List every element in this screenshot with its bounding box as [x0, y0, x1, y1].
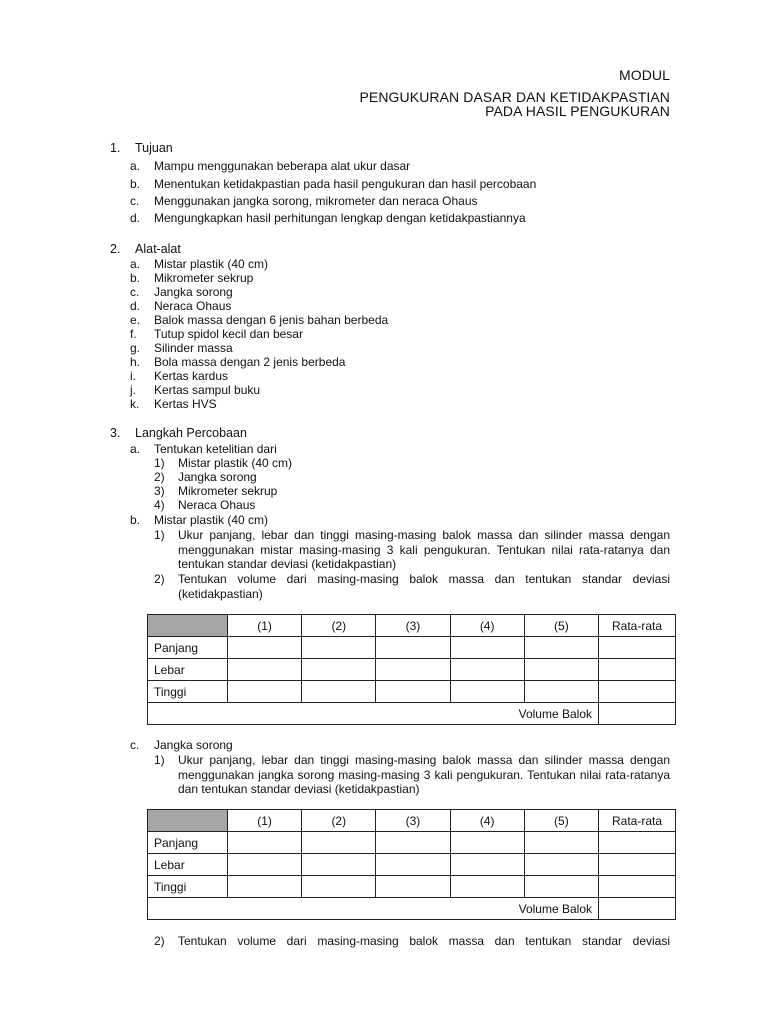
- page-title-line-1: PENGUKURAN DASAR DAN KETIDAKPASTIAN: [359, 89, 670, 105]
- list-marker: k.: [130, 397, 140, 411]
- step-text: Ukur panjang, lebar dan tinggi masing-masing balok massa dan silinder massa dengan menggunakan jangka sorong masing-masing 3 kali pengukuran. Tentukan nilai rata-ratanya dan tentukan standar deviasi (ketidakpastian): [178, 753, 670, 796]
- list-text: Balok massa dengan 6 jenis bahan berbeda: [154, 313, 389, 327]
- table-cell: [599, 854, 676, 876]
- list-marker: f.: [130, 327, 137, 341]
- page-title-line-2: PADA HASIL PENGUKURAN: [485, 103, 670, 119]
- section-number: 2.: [110, 242, 121, 256]
- list-marker: 1): [154, 528, 165, 542]
- table-row: [148, 854, 676, 876]
- step-text: Ukur panjang, lebar dan tinggi masing-masing balok massa dan silinder massa dengan menggunakan mistar masing-masing 3 kali pengukuran. Tentukan nilai rata-ratanya dan tentukan standar deviasi (ketidakpastian): [178, 528, 670, 571]
- list-marker: i.: [130, 369, 136, 383]
- list-text: Mistar plastik (40 cm): [154, 257, 269, 271]
- column-header: (5): [524, 615, 598, 637]
- table-cell: [524, 854, 598, 876]
- list-text: Tentukan ketelitian dari: [154, 442, 277, 456]
- table-cell: [524, 832, 598, 854]
- list-text: Kertas sampul buku: [154, 383, 261, 397]
- table-cell: [302, 876, 376, 898]
- list-text: Mistar plastik (40 cm): [178, 456, 293, 470]
- section-title: Tujuan: [135, 141, 173, 155]
- table-row: [148, 832, 676, 854]
- list-text: Tutup spidol kecil dan besar: [154, 327, 303, 341]
- table-cell: [228, 681, 302, 703]
- table-cell: [524, 659, 598, 681]
- table-cell: [302, 854, 376, 876]
- table-cell: [228, 637, 302, 659]
- table-cell: [376, 854, 450, 876]
- column-header: Rata-rata: [599, 615, 676, 637]
- table-cell: [302, 637, 376, 659]
- table-row: [148, 659, 676, 681]
- table-cell: [450, 659, 524, 681]
- list-marker: c.: [130, 194, 140, 208]
- list-text: Mikrometer sekrup: [178, 484, 278, 498]
- table-row: [148, 637, 676, 659]
- table-cell: [228, 659, 302, 681]
- table-header-row: [148, 615, 676, 637]
- table-cell: [450, 854, 524, 876]
- table-cell: [450, 637, 524, 659]
- table-cell: [524, 876, 598, 898]
- table-cell: [599, 681, 676, 703]
- table-cell: [524, 637, 598, 659]
- list-marker: 1): [154, 456, 165, 470]
- measurement-table: [147, 614, 676, 725]
- list-marker: g.: [130, 341, 141, 355]
- list-marker: h.: [130, 355, 141, 369]
- table-cell: [228, 832, 302, 854]
- list-text: Mikrometer sekrup: [154, 271, 254, 285]
- table-cell: [376, 876, 450, 898]
- table-cell: [450, 832, 524, 854]
- table-cell: [524, 681, 598, 703]
- list-text: Neraca Ohaus: [154, 299, 232, 313]
- column-header: (1): [228, 615, 302, 637]
- table-cell: [376, 637, 450, 659]
- table-cell: [599, 876, 676, 898]
- column-header: (2): [302, 810, 376, 832]
- section-title: Alat-alat: [135, 242, 181, 256]
- column-header: (5): [524, 810, 598, 832]
- list-text: Mengungkapkan hasil perhitungan lengkap dengan ketidakpastiannya: [154, 211, 526, 225]
- list-text: Mampu menggunakan beberapa alat ukur dasar: [154, 159, 411, 173]
- list-marker: 2): [154, 470, 165, 484]
- table-header-row: [148, 810, 676, 832]
- step-text: Tentukan volume dari masing-masing balok massa dan tentukan standar deviasi (ketidakpastian): [178, 572, 670, 601]
- volume-label: Volume Balok: [148, 703, 599, 725]
- volume-row: [148, 898, 676, 920]
- table-cell: [599, 659, 676, 681]
- table-cell: [599, 898, 676, 920]
- table-cell: [302, 681, 376, 703]
- list-text: Jangka sorong: [178, 470, 257, 484]
- list-marker: 1): [154, 753, 165, 767]
- table-cell: [599, 637, 676, 659]
- list-marker: j.: [130, 383, 136, 397]
- list-text: Neraca Ohaus: [178, 498, 256, 512]
- list-marker: e.: [130, 313, 141, 327]
- measurement-table: [147, 809, 676, 920]
- list-marker: b.: [130, 271, 141, 285]
- table-cell: [450, 876, 524, 898]
- list-marker: b.: [130, 177, 141, 191]
- list-marker: c.: [130, 738, 140, 752]
- column-header: (3): [376, 615, 450, 637]
- list-text: Jangka sorong: [154, 285, 233, 299]
- table-cell: [228, 876, 302, 898]
- table-cell: [302, 832, 376, 854]
- list-text: Mistar plastik (40 cm): [154, 513, 269, 527]
- list-text: Kertas HVS: [154, 397, 217, 411]
- list-marker: 2): [154, 934, 165, 948]
- list-text: Menggunakan jangka sorong, mikrometer dan neraca Ohaus: [154, 194, 478, 208]
- list-marker: b.: [130, 513, 141, 527]
- list-marker: a.: [130, 442, 141, 456]
- column-header: (4): [450, 615, 524, 637]
- column-header: (4): [450, 810, 524, 832]
- column-header: (2): [302, 615, 376, 637]
- table-cell: [376, 659, 450, 681]
- table-cell: [376, 832, 450, 854]
- column-header: Rata-rata: [599, 810, 676, 832]
- volume-row: [148, 703, 676, 725]
- module-label: MODUL: [618, 67, 670, 83]
- list-text: Bola massa dengan 2 jenis berbeda: [154, 355, 346, 369]
- table-cell: [599, 703, 676, 725]
- step-text: Tentukan volume dari masing-masing balok massa dan tentukan standar deviasi: [178, 934, 670, 948]
- row-label: Panjang: [148, 832, 228, 854]
- list-text: Jangka sorong: [154, 738, 233, 752]
- table-cell: [599, 832, 676, 854]
- list-marker: a.: [130, 257, 141, 271]
- row-label: Lebar: [148, 659, 228, 681]
- list-marker: d.: [130, 299, 141, 313]
- table-cell: [376, 681, 450, 703]
- table-cell: [228, 854, 302, 876]
- section-number: 3.: [110, 426, 121, 440]
- list-marker: d.: [130, 211, 141, 225]
- table-cell: [302, 659, 376, 681]
- table-corner-cell: [148, 615, 228, 637]
- list-text: Kertas kardus: [154, 369, 229, 383]
- list-marker: 2): [154, 572, 165, 586]
- section-title: Langkah Percobaan: [135, 426, 247, 440]
- table-cell: [450, 681, 524, 703]
- list-marker: a.: [130, 159, 141, 173]
- row-label: Tinggi: [148, 681, 228, 703]
- volume-label: Volume Balok: [148, 898, 599, 920]
- row-label: Lebar: [148, 854, 228, 876]
- list-marker: 4): [154, 498, 165, 512]
- table-row: [148, 876, 676, 898]
- list-marker: 3): [154, 484, 165, 498]
- column-header: (1): [228, 810, 302, 832]
- row-label: Tinggi: [148, 876, 228, 898]
- list-text: Silinder massa: [154, 341, 233, 355]
- list-marker: c.: [130, 285, 140, 299]
- table-row: [148, 681, 676, 703]
- column-header: (3): [376, 810, 450, 832]
- list-text: Menentukan ketidakpastian pada hasil pengukuran dan hasil percobaan: [154, 177, 537, 191]
- row-label: Panjang: [148, 637, 228, 659]
- table-corner-cell: [148, 810, 228, 832]
- section-number: 1.: [110, 141, 121, 155]
